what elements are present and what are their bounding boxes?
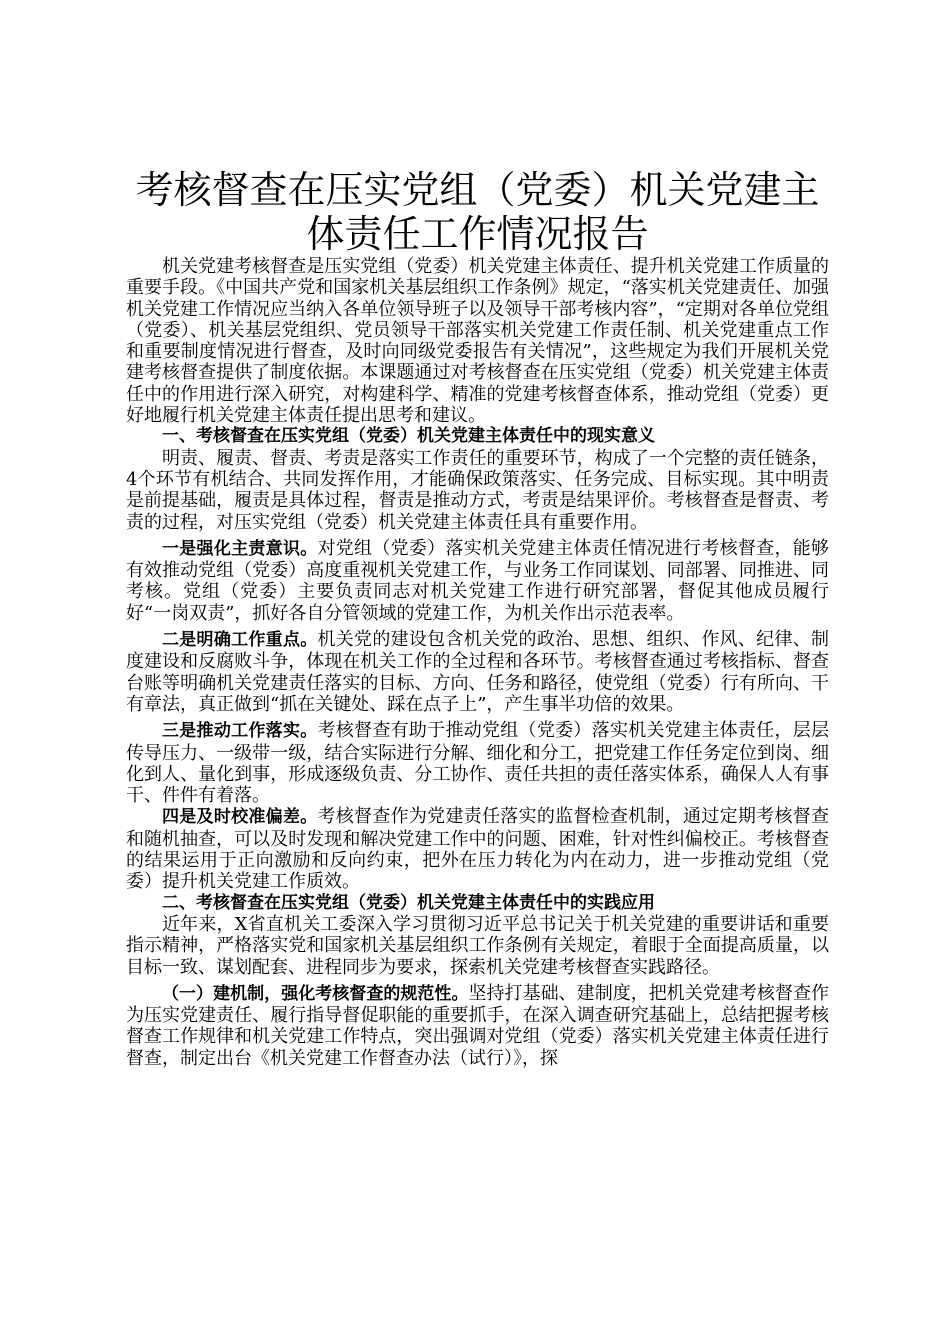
point-text: 坚持打基础、建制度，把机关党建考核督查作为压实党建责任、履行指导督促职能的重要抓手，在深入调查研究基础上，总结把握考核督查工作规律和机关党建工作特点，突出强调对党组（党委）落实机关党建主体责任进行督查，制定出台《机关党建工作督查办法（试行）》，探 (126, 982, 830, 1069)
point-text: 考核督查作为党建责任落实的监督检查机制，通过定期考核督查和随机抽查，可以及时发现和解决党建工作中的问题、困难，针对性纠偏校正。考核督查的结果运用于正向激励和反向约束，把外在压力转化为内在动力，进一步推动党组（党委）提升机关党建工作质效。 (126, 806, 829, 893)
point-text: 机关党的建设包含机关党的政治、思想、组织、作风、纪律、制度建设和反腐败斗争，体现在机关工作的全过程和各环节。考核督查通过考核指标、督查台账等明确机关党建责任落实的目标、方向、任务和路径，使党组（党委）行有所向、干有章法，真正做到“抓在关键处、踩在点子上”，产生事半功倍的效果。 (126, 629, 829, 715)
section-1-point-2 (126, 629, 829, 715)
point-text: 考核督查有助于推动党组（党委）落实机关党建主体责任，层层传导压力、一级带一级，结合实际进行分解、细化和分工，把党建工作任务定位到岗、细化到人、量化到事，形成逐级负责、分工协作、责任共担的责任落实体系，确保人人有事干、件件有着落。 (126, 720, 829, 807)
document-title: 考核督查在压实党组（党委）机关党建主体责任工作情况报告 (135, 168, 820, 256)
section-1-point-4 (126, 806, 829, 892)
point-lead: （一）建机制，强化考核督查的规范性。 (162, 983, 469, 1004)
section-2-point-1 (126, 983, 829, 1069)
document-page (126, 168, 829, 1069)
section-1-intro: 明责、履责、督责、考责是落实工作责任的重要环节，构成了一个完整的责任链条，4个环节有机结合、共同发挥作用，才能确保政策落实、任务完成、目标实现。其中明责是前提基础，履责是具体过程，督责是推动方式，考责是结果评价。考核督查是督责、考责的过程，对压实党组（党委）机关党建主体责任具有重要作用。 (126, 447, 829, 533)
section-1-point-1 (126, 538, 829, 624)
intro-paragraph: 机关党建考核督查是压实党组（党委）机关党建主体责任、提升机关党建工作质量的重要手段。《中国共产党和国家机关基层组织工作条例》规定，“落实机关党建责任、加强机关党建工作情况应当纳入各单位领导班子以及领导干部考核内容”，“定期对各单位党组（党委）、机关基层党组织、党员领导干部落实机关党建工作责任制、机关党建重点工作和重要制度情况进行督查，及时向同级党委报告有关情况”，这些规定为我们开展机关党建考核督查提供了制度依据。本课题通过对考核督查在压实党组（党委）机关党建主体责任中的作用进行深入研究，对构建科学、精准的党建考核督查体系，推动党组（党委）更好地履行机关党建主体责任提出思考和建议。 (126, 256, 829, 427)
section-1-heading: 一、考核督查在压实党组（党委）机关党建主体责任中的现实意义 (162, 426, 655, 447)
point-lead: 一是强化主责意识。 (162, 538, 318, 559)
section-2-heading: 二、考核督查在压实党组（党委）机关党建主体责任中的实践应用 (162, 892, 655, 913)
point-lead: 四是及时校准偏差。 (162, 807, 318, 828)
section-2-intro: 近年来，X省直机关工委深入学习贯彻习近平总书记关于机关党建的重要讲话和重要指示精神，严格落实党和国家机关基层组织工作条例有关规定，着眼于全面提高质量，以目标一致、谋划配套、进程同步为要求，探索机关党建考核督查实践路径。 (126, 913, 829, 978)
point-lead: 三是推动工作落实。 (162, 721, 318, 742)
point-lead: 二是明确工作重点。 (162, 630, 318, 651)
point-text: 对党组（党委）落实机关党建主体责任情况进行考核督查，能够有效推动党组（党委）高度重视机关党建工作，与业务工作同谋划、同部署、同推进、同考核。党组（党委）主要负责同志对机关党建工作进行研究部署，督促其他成员履行好“一岗双责”，抓好各自分管领域的党建工作，为机关作出示范表率。 (126, 537, 829, 624)
section-1-point-3 (126, 720, 829, 806)
